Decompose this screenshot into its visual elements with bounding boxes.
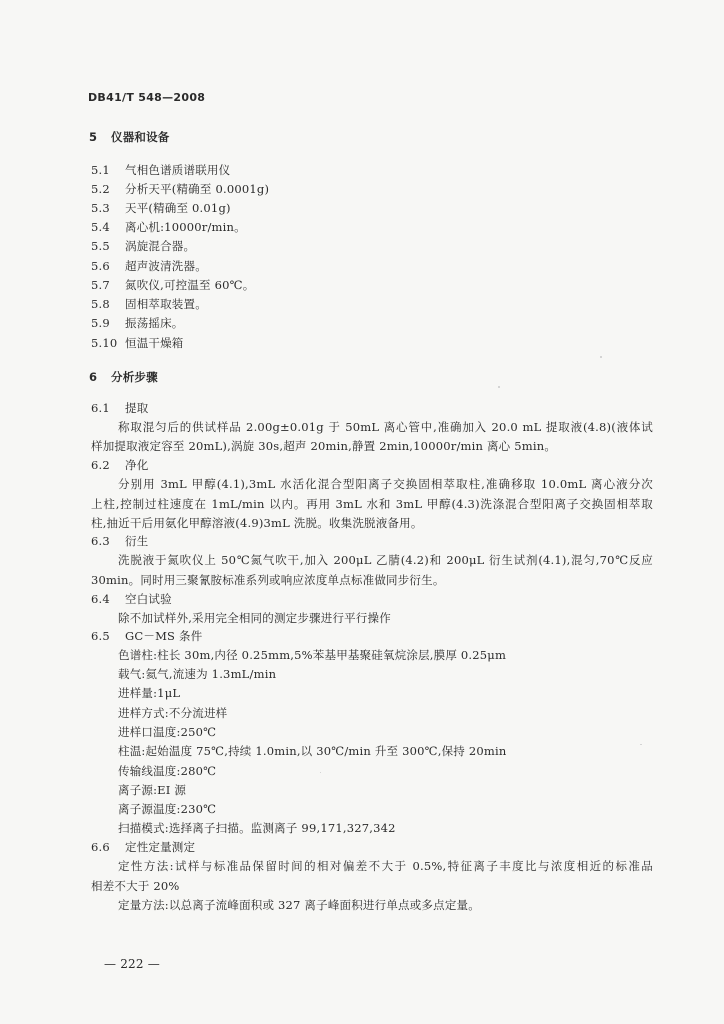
scan-speck <box>640 744 642 745</box>
list-item <box>91 316 184 330</box>
paragraph-line: 洗脱液于氮吹仪上 50℃氮气吹干,加入 200μL 乙腈(4.2)和 200μL 衍生试剂(4.1),混匀,70℃反应 <box>118 553 653 567</box>
scan-speck <box>320 772 321 773</box>
subsection-title: 定性定量测定 <box>125 840 196 854</box>
item-text: 氮吹仪,可控温至 60℃。 <box>125 278 255 292</box>
section-5-heading <box>89 130 170 144</box>
list-item <box>91 220 246 234</box>
item-number: 5.1 <box>91 163 110 177</box>
condition-line: 传输线温度:280℃ <box>118 764 217 778</box>
item-number: 5.4 <box>91 220 110 234</box>
list-item <box>91 182 269 196</box>
subsection-6-6-heading <box>91 840 195 854</box>
paragraph-line: 相差不大于 20% <box>91 879 180 893</box>
section-6-heading <box>89 370 158 384</box>
paragraph-line: 柱,抽近干后用氨化甲醇溶液(4.9)3mL 洗脱。收集洗脱液备用。 <box>91 516 423 530</box>
item-text: 气相色谱质谱联用仪 <box>125 163 231 177</box>
condition-line: 进样方式:不分流进样 <box>118 706 228 720</box>
condition-line: 进样量:1μL <box>118 686 181 700</box>
standard-code: DB41/T 548—2008 <box>88 91 206 104</box>
list-item <box>91 239 195 253</box>
condition-line: 进样口温度:250℃ <box>118 725 217 739</box>
subsection-number: 6.5 <box>91 629 110 643</box>
condition-line: 柱温:起始温度 75℃,持续 1.0min,以 30℃/min 升至 300℃,保持 20min <box>118 744 507 758</box>
item-text: 固相萃取装置。 <box>125 297 207 311</box>
subsection-6-5-heading <box>91 629 202 643</box>
paragraph-line: 除不加试样外,采用完全相同的测定步骤进行平行操作 <box>118 611 391 625</box>
item-number: 5.8 <box>91 297 110 311</box>
subsection-title: 提取 <box>125 401 149 415</box>
subsection-6-3-heading <box>91 534 148 548</box>
item-text: 恒温干燥箱 <box>125 336 184 350</box>
condition-line: 离子源:EI 源 <box>118 783 187 797</box>
list-item <box>91 201 231 215</box>
list-item <box>91 163 230 177</box>
item-number: 5.6 <box>91 259 110 273</box>
list-item <box>91 297 207 311</box>
condition-line: 色谱柱:柱长 30m,内径 0.25mm,5%苯基甲基聚硅氧烷涂层,膜厚 0.25μm <box>118 648 507 662</box>
item-number: 5.10 <box>91 336 118 350</box>
subsection-title: 衍生 <box>125 534 149 548</box>
item-text: 超声波清洗器。 <box>125 259 207 273</box>
section-title: 分析步骤 <box>111 370 158 384</box>
page-number: — 222 — <box>104 957 160 971</box>
item-number: 5.2 <box>91 182 110 196</box>
paragraph-line: 上柱,控制过柱速度在 1mL/min 以内。再用 3mL 水和 3mL 甲醇(4.3)洗涤混合型阳离子交换固相萃取 <box>91 497 653 511</box>
condition-line: 离子源温度:230℃ <box>118 802 217 816</box>
subsection-6-2-heading <box>91 458 148 472</box>
paragraph-line: 称取混匀后的供试样品 2.00g±0.01g 于 50mL 离心管中,准确加入 20.0 mL 提取液(4.8)(液体试 <box>118 420 653 434</box>
subsection-6-1-heading <box>91 401 148 415</box>
section-number: 5 <box>89 130 98 144</box>
item-number: 5.5 <box>91 239 110 253</box>
paragraph-line: 样加提取液定容至 20mL),涡旋 30s,超声 20min,静置 2min,10000r/min 离心 5min。 <box>91 439 557 453</box>
subsection-number: 6.4 <box>91 592 110 606</box>
subsection-title: 净化 <box>125 458 149 472</box>
item-number: 5.3 <box>91 201 110 215</box>
section-title: 仪器和设备 <box>111 130 170 144</box>
paragraph-line: 定量方法:以总离子流峰面积或 327 离子峰面积进行单点或多点定量。 <box>118 898 480 912</box>
subsection-number: 6.2 <box>91 458 110 472</box>
subsection-number: 6.6 <box>91 840 110 854</box>
subsection-number: 6.3 <box>91 534 110 548</box>
item-text: 离心机:10000r/min。 <box>125 220 246 234</box>
subsection-number: 6.1 <box>91 401 110 415</box>
list-item <box>91 336 184 350</box>
scan-speck <box>498 386 500 388</box>
paragraph-line: 分别用 3mL 甲醇(4.1),3mL 水活化混合型阳离子交换固相萃取柱,准确移取 10.0mL 离心液分次 <box>118 477 653 491</box>
item-number: 5.9 <box>91 316 110 330</box>
paragraph-line: 30min。同时用三聚氰胺标准系列或响应浓度单点标准做同步衍生。 <box>91 573 445 587</box>
item-text: 振荡摇床。 <box>125 316 184 330</box>
list-item <box>91 278 254 292</box>
item-text: 涡旋混合器。 <box>125 239 196 253</box>
item-text: 分析天平(精确至 0.0001g) <box>125 182 270 196</box>
section-number: 6 <box>89 370 98 384</box>
scan-speck <box>600 356 602 358</box>
list-item <box>91 259 207 273</box>
subsection-6-4-heading <box>91 592 172 606</box>
item-text: 天平(精确至 0.01g) <box>125 201 231 215</box>
condition-line: 载气:氦气,流速为 1.3mL/min <box>118 667 277 681</box>
subsection-title: GC－MS 条件 <box>125 629 203 643</box>
item-number: 5.7 <box>91 278 110 292</box>
condition-line: 扫描模式:选择离子扫描。监测离子 99,171,327,342 <box>118 821 396 835</box>
subsection-title: 空白试验 <box>125 592 172 606</box>
paragraph-line: 定性方法:试样与标准品保留时间的相对偏差不大于 0.5%,特征离子丰度比与浓度相近的标准品 <box>118 859 653 873</box>
